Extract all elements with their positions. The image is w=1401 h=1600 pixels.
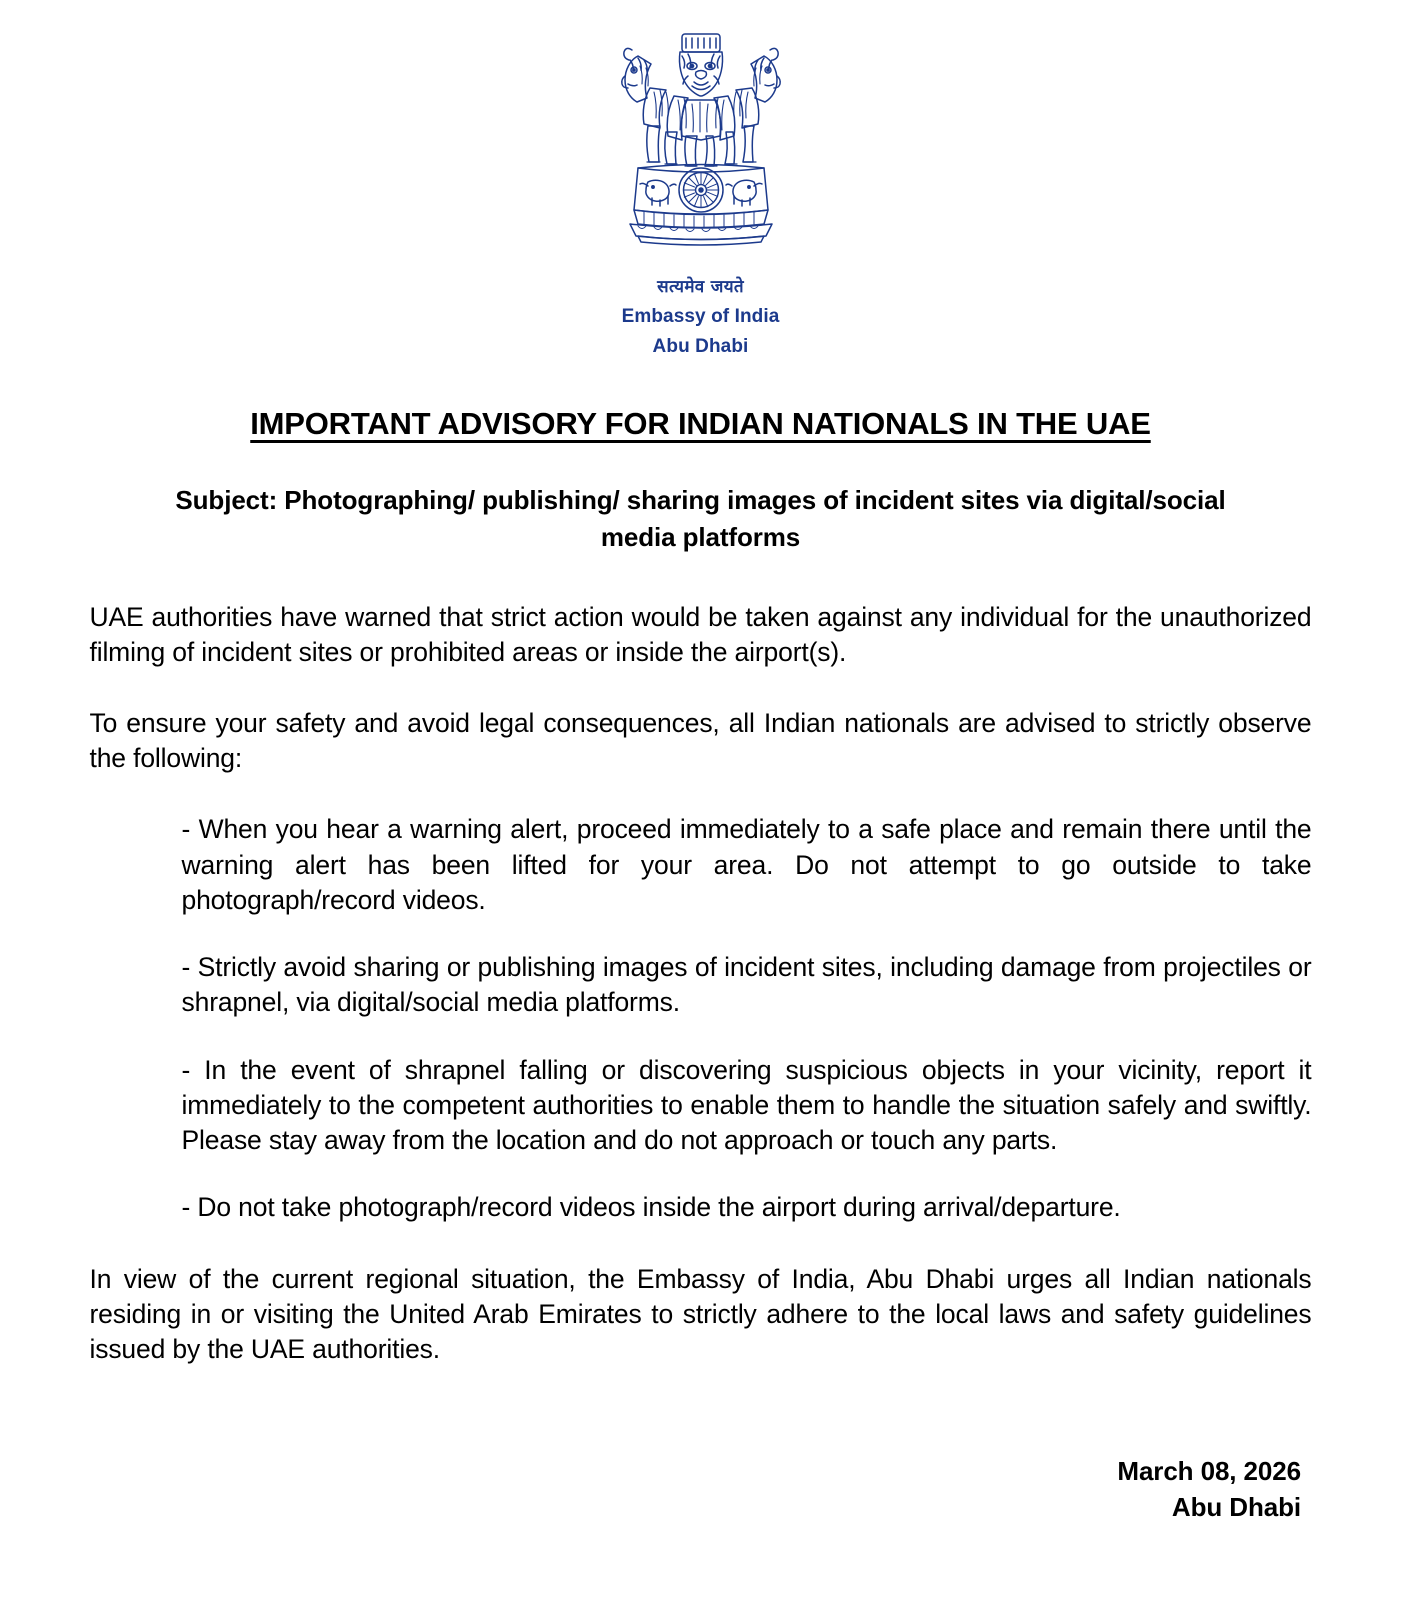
letterhead xyxy=(0,0,1401,358)
signoff-block xyxy=(1117,1454,1301,1526)
list-item: - Strictly avoid sharing or publishing images of incident sites, including damage from projectiles or shrapnel, via digital/social media platforms. xyxy=(181,952,1312,1018)
state-emblem-of-india-icon xyxy=(606,26,796,274)
intro-paragraph-1: UAE authorities have warned that strict action would be taken against any individual for the unauthorized filming of incident sites or prohibited areas or inside the airport(s). xyxy=(89,601,1312,667)
advisory-bullet-list xyxy=(90,812,1312,1225)
organization-location: Abu Dhabi xyxy=(652,335,749,357)
issue-date: March 08, 2026 xyxy=(1117,1456,1301,1487)
page-title: IMPORTANT ADVISORY FOR INDIAN NATIONALS IN THE UAE xyxy=(250,405,1151,441)
issue-place: Abu Dhabi xyxy=(1171,1492,1301,1523)
organization-name: Embassy of India xyxy=(621,305,780,327)
list-item: - Do not take photograph/record videos inside the airport during arrival/departure. xyxy=(181,1192,1121,1223)
closing-paragraph: In view of the current regional situation, the Embassy of India, Abu Dhabi urges all Indian nationals residing in or visiting the United Arab Emirates to strictly adhere to the local laws and safety guidelines issued by the UAE authorities. xyxy=(89,1263,1312,1365)
subject-line: Subject: Photographing/ publishing/ sharing images of incident sites via digital/social media platforms xyxy=(175,484,1226,552)
document-body xyxy=(90,600,1312,1368)
list-item: - In the event of shrapnel falling or discovering suspicious objects in your vicinity, report it immediately to the competent authorities to enable them to handle the situation safely and swiftly. Please stay away from the location and do not approach or touch any parts. xyxy=(181,1054,1312,1156)
national-motto-devanagari: सत्यमेव जयते xyxy=(657,277,744,297)
intro-paragraph-2: To ensure your safety and avoid legal consequences, all Indian nationals are advised to strictly observe the following: xyxy=(89,707,1312,774)
list-item: - When you hear a warning alert, proceed immediately to a safe place and remain there until the warning alert has been lifted for your area. Do not attempt to go outside to take photograph/record videos. xyxy=(181,814,1312,915)
